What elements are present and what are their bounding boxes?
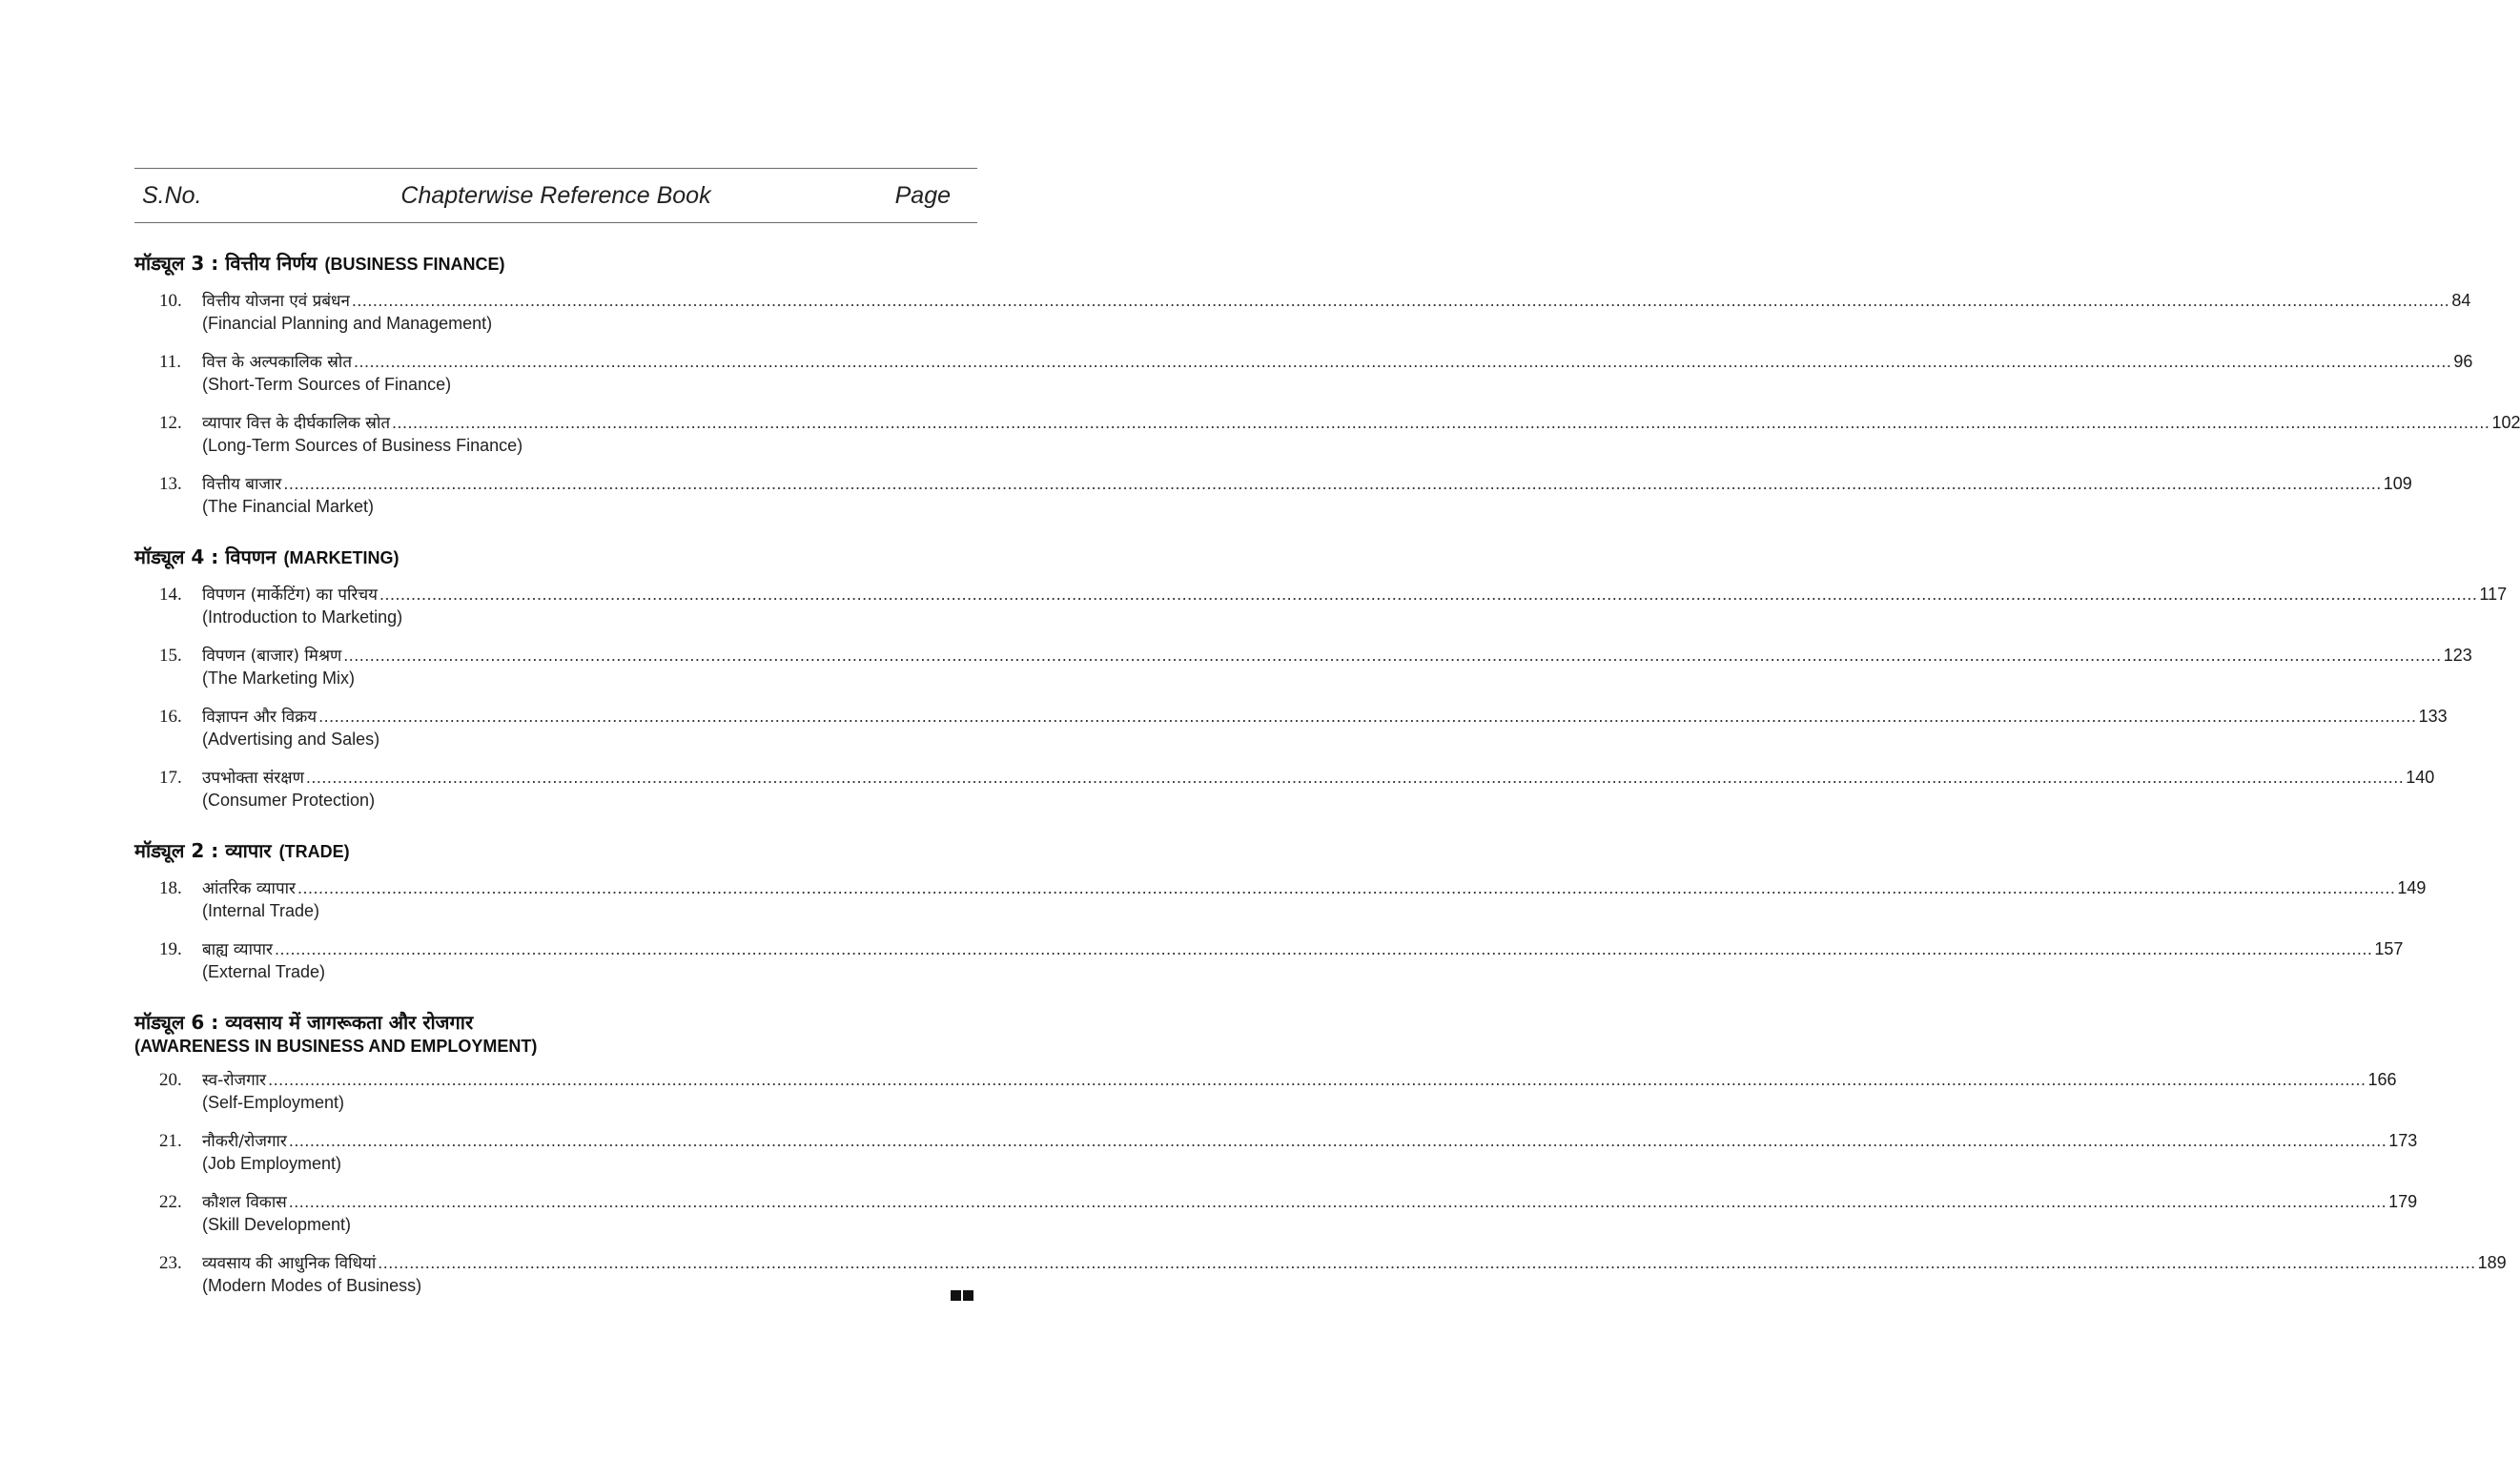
chapter-page-number: 133 <box>2418 707 2448 726</box>
leader-dots: ................................................................................................................................................................................................................................................................................................................................................................................................................ <box>318 707 2417 726</box>
module-title-english: (MARKETING) <box>283 548 400 567</box>
chapter-entry <box>134 472 2412 517</box>
chapter-title-english: (External Trade) <box>202 962 326 981</box>
chapter-title-english: (Modern Modes of Business) <box>202 1276 422 1295</box>
header-title: Chapterwise Reference Book <box>400 182 711 209</box>
chapter-number: 15. <box>159 646 182 666</box>
chapter-title-english: (Financial Planning and Management) <box>202 314 493 333</box>
chapter-title-hindi: विपणन (मार्केटिंग) का परिचय <box>202 586 379 605</box>
chapter-title-english: (The Marketing Mix) <box>202 669 356 688</box>
leader-dots: ................................................................................................................................................................................................................................................................................................................................................................................................................ <box>351 291 2450 310</box>
header-bottom-rule <box>134 222 977 223</box>
chapter-entry <box>134 411 2520 456</box>
chapter-title-english: (Advertising and Sales) <box>202 730 380 749</box>
module-title <box>134 250 977 278</box>
chapter-line <box>202 472 2412 496</box>
leader-dots: ................................................................................................................................................................................................................................................................................................................................................................................................................ <box>378 1253 2476 1272</box>
module-title-hindi: मॉड्यूल 4 : विपणन <box>134 545 277 568</box>
leader-dots: ................................................................................................................................................................................................................................................................................................................................................................................................................ <box>379 585 2478 604</box>
chapter-list <box>134 1068 2507 1296</box>
leader-dots: ................................................................................................................................................................................................................................................................................................................................................................................................................ <box>343 646 2442 665</box>
chapter-number: 16. <box>159 707 182 727</box>
chapter-title-hindi: स्व-रोजगार <box>202 1071 267 1090</box>
chapter-entry <box>134 1190 2418 1235</box>
chapter-number: 10. <box>159 291 182 311</box>
chapter-title-hindi: व्यापार वित्त के दीर्घकालिक स्रोत <box>202 414 391 433</box>
chapter-entry <box>134 644 2472 689</box>
module-title <box>134 1009 977 1036</box>
chapter-number: 20. <box>159 1070 182 1090</box>
module-title-hindi: मॉड्यूल 2 : व्यापार <box>134 839 272 862</box>
leader-dots: ................................................................................................................................................................................................................................................................................................................................................................................................................ <box>354 352 2452 371</box>
leader-dots: ................................................................................................................................................................................................................................................................................................................................................................................................................ <box>288 1192 2387 1211</box>
chapter-number: 21. <box>159 1131 182 1151</box>
chapter-line <box>202 583 2508 607</box>
chapter-entry <box>134 350 2473 395</box>
leader-dots: ................................................................................................................................................................................................................................................................................................................................................................................................................ <box>268 1070 2366 1089</box>
leader-dots: ................................................................................................................................................................................................................................................................................................................................................................................................................ <box>288 1131 2387 1150</box>
chapter-number: 13. <box>159 474 182 494</box>
chapter-line <box>202 1190 2418 1214</box>
module-title <box>134 837 977 865</box>
chapter-page-number: 109 <box>2383 474 2412 493</box>
chapter-number: 18. <box>159 878 182 898</box>
chapter-entry <box>134 766 2435 811</box>
module-title-hindi: मॉड्यूल 6 : व्यवसाय में जागरूकता और रोजगार <box>134 1011 474 1034</box>
chapter-title-hindi: आंतरिक व्यापार <box>202 879 296 898</box>
chapter-number: 23. <box>159 1253 182 1273</box>
chapter-page-number: 157 <box>2374 939 2404 958</box>
module-title-hindi: मॉड्यूल 3 : वित्तीय निर्णय <box>134 252 318 275</box>
chapter-title-hindi: विज्ञापन और विक्रय <box>202 708 318 727</box>
chapter-entry <box>134 937 2404 982</box>
chapter-list <box>134 876 2427 982</box>
module-title-english: (BUSINESS FINANCE) <box>324 255 505 274</box>
chapter-number: 14. <box>159 585 182 605</box>
toc-header <box>134 169 977 222</box>
chapter-title-english: (Skill Development) <box>202 1215 352 1234</box>
header-sno: S.No. <box>142 182 202 209</box>
chapter-page-number: 84 <box>2451 291 2471 310</box>
module-section <box>134 837 2427 982</box>
module-section <box>134 544 2508 811</box>
toc-page <box>134 168 2520 1312</box>
chapter-number: 19. <box>159 939 182 959</box>
chapter-title-hindi: वित्तीय बाजार <box>202 475 282 494</box>
chapter-page-number: 117 <box>2479 585 2508 604</box>
leader-dots: ................................................................................................................................................................................................................................................................................................................................................................................................................ <box>297 878 2396 897</box>
chapter-list <box>134 583 2508 811</box>
chapter-page-number: 102 <box>2491 413 2520 432</box>
chapter-title-hindi: वित्तीय योजना एवं प्रबंधन <box>202 292 350 311</box>
chapter-title-english: (Long-Term Sources of Business Finance) <box>202 436 523 455</box>
module-title <box>134 544 977 571</box>
chapter-number: 17. <box>159 768 182 788</box>
chapter-list <box>134 289 2520 517</box>
chapter-line <box>202 1068 2397 1092</box>
chapter-number: 22. <box>159 1192 182 1212</box>
chapter-title-english: (The Financial Market) <box>202 497 375 516</box>
chapter-entry <box>134 876 2427 921</box>
module-section <box>134 1009 2507 1296</box>
chapter-line <box>202 937 2404 961</box>
chapter-title-hindi: विपणन (बाजार) मिश्रण <box>202 647 342 666</box>
leader-dots: ................................................................................................................................................................................................................................................................................................................................................................................................................ <box>305 768 2405 787</box>
chapter-page-number: 166 <box>2367 1070 2397 1089</box>
chapter-page-number: 173 <box>2388 1131 2418 1150</box>
module-title-english: (TRADE) <box>278 842 350 861</box>
chapter-line <box>202 350 2473 374</box>
end-mark <box>949 1288 973 1306</box>
chapter-title-hindi: नौकरी/रोजगार <box>202 1132 287 1151</box>
chapter-page-number: 149 <box>2397 878 2427 897</box>
chapter-page-number: 96 <box>2453 352 2473 371</box>
chapter-title-english: (Internal Trade) <box>202 901 320 920</box>
chapter-title-english: (Job Employment) <box>202 1154 342 1173</box>
chapter-line <box>202 644 2472 668</box>
chapter-line <box>202 766 2435 790</box>
module-list <box>134 250 2520 1296</box>
chapter-entry <box>134 583 2508 627</box>
chapter-number: 11. <box>159 352 182 372</box>
chapter-page-number: 179 <box>2388 1192 2418 1211</box>
chapter-title-english: (Consumer Protection) <box>202 791 376 810</box>
chapter-line <box>202 1129 2418 1153</box>
chapter-entry <box>134 1129 2418 1174</box>
module-section <box>134 250 2520 517</box>
chapter-page-number: 123 <box>2443 646 2472 665</box>
leader-dots: ................................................................................................................................................................................................................................................................................................................................................................................................................ <box>283 474 2382 493</box>
chapter-entry <box>134 705 2448 750</box>
chapter-title-hindi: उपभोक्ता संरक्षण <box>202 769 304 788</box>
leader-dots: ................................................................................................................................................................................................................................................................................................................................................................................................................ <box>274 939 2373 958</box>
chapter-title-english: (Short-Term Sources of Finance) <box>202 375 452 394</box>
chapter-line <box>202 705 2448 729</box>
header-page: Page <box>894 182 951 209</box>
module-title-english: (AWARENESS IN BUSINESS AND EMPLOYMENT) <box>134 1037 538 1056</box>
chapter-line <box>202 289 2471 313</box>
chapter-page-number: 140 <box>2406 768 2435 787</box>
chapter-title-hindi: कौशल विकास <box>202 1193 287 1212</box>
chapter-title-hindi: व्यवसाय की आधुनिक विधियां <box>202 1254 377 1273</box>
chapter-entry <box>134 289 2471 334</box>
chapter-entry <box>134 1251 2507 1296</box>
chapter-line <box>202 411 2520 435</box>
chapter-title-english: (Self-Employment) <box>202 1093 345 1112</box>
chapter-title-hindi: बाह्य व्यापार <box>202 940 273 959</box>
chapter-title-english: (Introduction to Marketing) <box>202 607 403 627</box>
chapter-page-number: 189 <box>2477 1253 2507 1272</box>
chapter-title-hindi: वित्त के अल्पकालिक स्रोत <box>202 353 353 372</box>
chapter-line <box>202 1251 2507 1275</box>
leader-dots: ................................................................................................................................................................................................................................................................................................................................................................................................................ <box>392 413 2490 432</box>
chapter-number: 12. <box>159 413 182 433</box>
chapter-line <box>202 876 2427 900</box>
chapter-entry <box>134 1068 2397 1113</box>
